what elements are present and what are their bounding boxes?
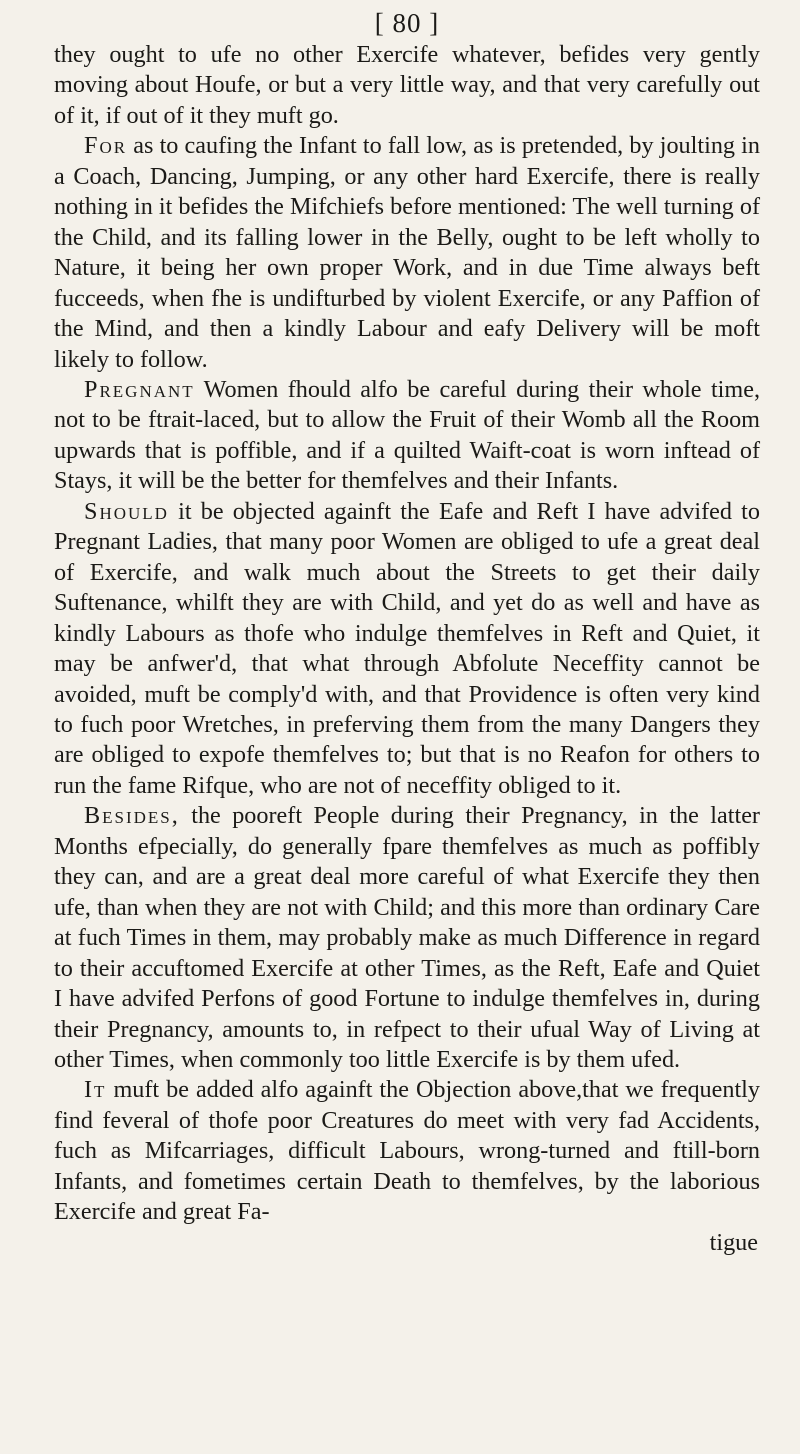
paragraph-text: it be objected againft the Eafe and Reft I have advifed to Pregnant Ladies, that many poor Women are obliged to ufe a great deal of Exercife, and walk much about the Streets to get their daily Suftenance, whilft they are with Child, and yet do as well and have as kindly Labours as thofe who indulge themfelves in Reft and Quiet, it may be anfwer'd, that what through Abfolute Neceffity cannot be avoided, muft be comply'd with, and that Providence is often very kind to fuch poor Wretches, in preferving them from the many Dangers they are obliged to expofe themfelves to; but that is no Reafon for others to run the fame Rifque, who are not of neceffity obliged to it. (54, 497, 760, 799)
paragraph-lead-word: For (84, 132, 128, 160)
paragraph-lead-word: Pregnant (84, 375, 195, 403)
paragraph-text: the pooreft People during their Pregnancy, in the latter Months efpecially, do generally fpare themfelves as much as poffibly they can, and are a great deal more careful of what Exercife they then ufe, than when they are not with Child; and this more than ordinary Care at fuch Times in them, may probably make as much Difference in regard to their accuftomed Exercife at other Times, as the Reft, Eafe and Quiet I have advifed Perfons of good Fortune to indulge themfelves in, during their Pregnancy, amounts to, in refpect to their ufual Way of Living at other Times, when commonly too little Exercife is by them ufed. (54, 802, 760, 1073)
paragraph-text: they ought to ufe no other Exercife whatever, befides very gently moving about Houfe, or but a very little way, and that very carefully out of it, if out of it they muft go. (54, 41, 760, 129)
paragraph-continuation (54, 40, 760, 131)
paragraph-lead-word: It (84, 1076, 107, 1104)
paragraph (54, 131, 760, 375)
body-text (54, 40, 760, 1228)
paragraph-text: Women fhould alfo be careful during their whole time, not to be ftrait-laced, but to allow the Fruit of their Womb all the Room upwards that is poffible, and if a quilted Waift-coat is worn inftead of Stays, it will be the better for themfelves and their Infants. (54, 375, 760, 495)
paragraph (54, 375, 760, 497)
paragraph (54, 497, 760, 802)
paragraph-text: as to caufing the Infant to fall low, as is pretended, by joulting in a Coach, Dancing, Jumping, or any other hard Exercife, there is really nothing in it befides the Mifchiefs before mentioned: The well turning of the Child, and its falling lower in the Belly, ought to be left wholly to Nature, it being her own proper Work, and in due Time always beft fucceeds, when fhe is undifturbed by violent Exercife, or any Paffion of the Mind, and then a kindly Labour and eafy Delivery will be moft likely to follow. (54, 132, 760, 373)
paragraph-text: muft be added alfo againft the Objection above,that we frequently find feveral of thofe poor Creatures do meet with very fad Accidents, fuch as Mifcarriages, difficult Labours, wrong-turned and ftill-born Infants, and fometimes certain Death to themfelves, by the laborious Exercife and great Fa- (54, 1076, 760, 1226)
catchword: tigue (709, 1228, 758, 1256)
paragraph (54, 1075, 760, 1227)
page-number: [ 80 ] (374, 8, 440, 38)
paragraph (54, 801, 760, 1075)
paragraph-lead-word: Besides, (84, 802, 180, 830)
paragraph-lead-word: Should (84, 497, 169, 525)
